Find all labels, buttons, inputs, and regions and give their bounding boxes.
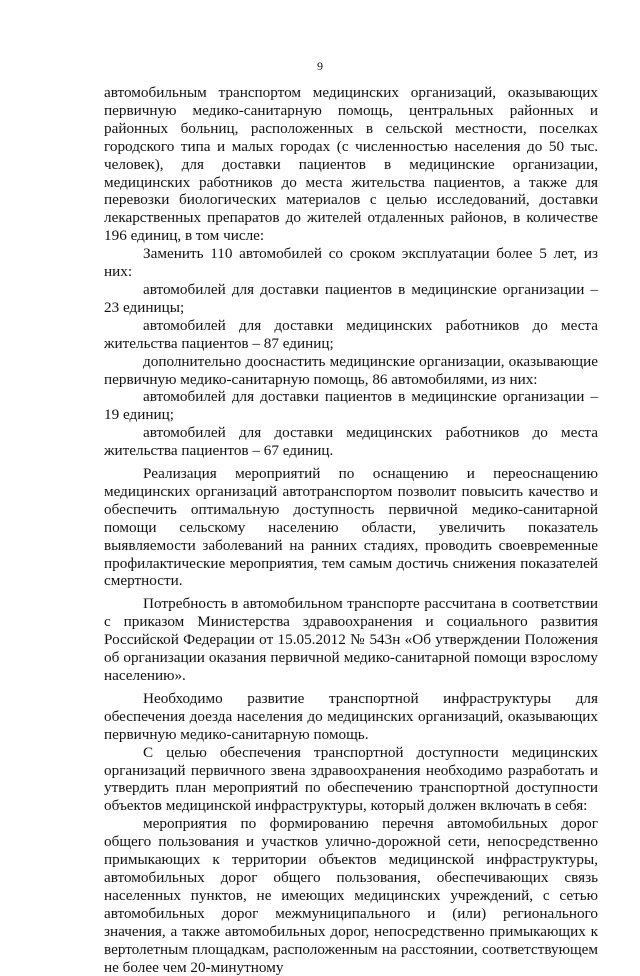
paragraph-staff-delivery-67: автомобилей для доставки медицинских работников до места жительства пациентов – 67 единиц. [104,424,598,460]
paragraph-demand-calculation: Потребность в автомобильном транспорте рассчитана в соответствии с приказом Министерства здравоохранения и социального развития Российской Федерации от 15.05.2012 № 543н «Об утверждении Положения об организации оказания первичной медико-санитарной помощи взрослому населению». [104,595,598,684]
paragraph-additional-equipment: дополнительно дооснастить медицинские организации, оказывающие первичную медико-санитарную помощь, 86 автомобилями, из них: [104,352,598,388]
paragraph-continuation: автомобильным транспортом медицинских организаций, оказывающих первичную медико-санитарную помощь, центральных районных и районных больниц, расположенных в сельской местности, поселках городского типа и малых городах (с численностью населения до 50 тыс. человек), для доставки пациентов в медицинские организации, медицинских работников до места жительства пациентов, а также для перевозки биологических материалов с целью исследований, доставки лекарственных препаратов до жителей отдаленных районов, в количестве 196 единиц, в том числе: [104,84,598,245]
paragraph-implementation: Реализация мероприятий по оснащению и переоснащению медицинских организаций автотранспортом позволит повысить качество и обеспечить оптимальную доступность первичной медико-санитарной помощи сельскому населению области, увеличить показатель выявляемости заболеваний на ранних стадиях, проводить своевременные профилактические мероприятия, тем самым достичь снижения показателей смертности. [104,465,598,590]
paragraph-infrastructure-need: Необходимо развитие транспортной инфраструктуры для обеспечения доезда населения до медицинских организаций, оказывающих первичную медико-санитарную помощь. [104,689,598,743]
document-body [104,84,598,976]
page-number: 9 [317,59,323,73]
paragraph-staff-delivery-87: автомобилей для доставки медицинских работников до места жительства пациентов – 87 единиц; [104,316,598,352]
paragraph-patient-delivery-19: автомобилей для доставки пациентов в медицинские организации – 19 единиц; [104,388,598,424]
paragraph-accessibility-plan: С целью обеспечения транспортной доступности медицинских организаций первичного звена здравоохранения необходимо разработать и утвердить план мероприятий по обеспечению транспортной доступности объектов медицинской инфраструктуры, который должен включать в себя: [104,743,598,815]
paragraph-replace-vehicles: Заменить 110 автомобилей со сроком эксплуатации более 5 лет, из них: [104,245,598,281]
paragraph-road-measures: мероприятия по формированию перечня автомобильных дорог общего пользования и участков улично-дорожной сети, непосредственно примыкающих к территории объектов медицинской инфраструктуры, автомобильных дорог общего пользования, обеспечивающих связь населенных пунктов, не имеющих медицинских учреждений, с сетью автомобильных дорог межмуниципального и (или) регионального значения, а также автомобильных дорог, непосредственно примыкающих к вертолетным площадкам, расположенным на расстоянии, соответствующем не более чем 20-минутному [104,815,598,976]
paragraph-patient-delivery-23: автомобилей для доставки пациентов в медицинские организации – 23 единицы; [104,280,598,316]
